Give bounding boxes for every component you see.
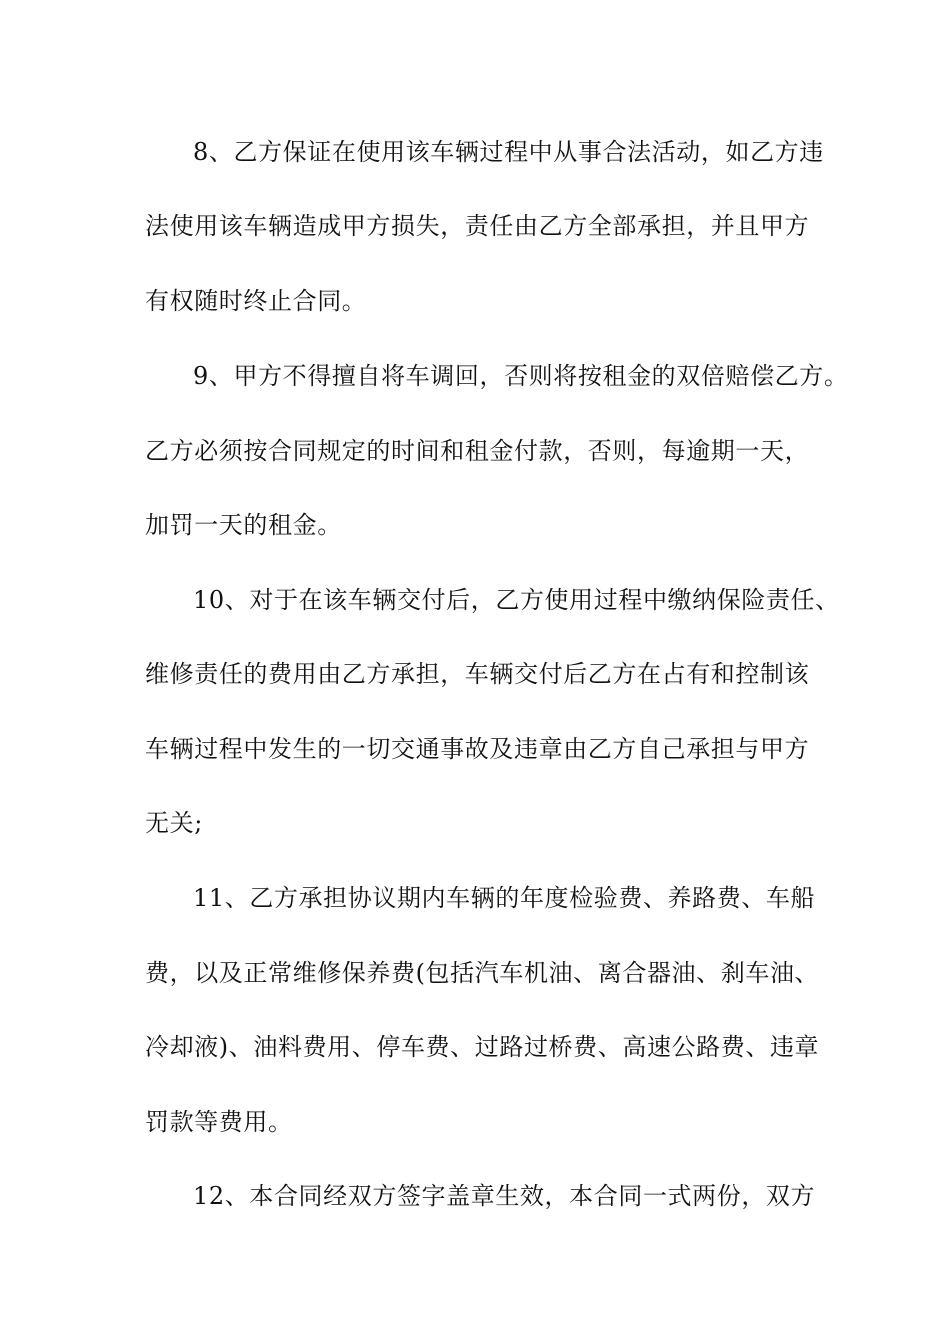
clause-9-line-3: 加罚一天的租金。	[145, 511, 342, 539]
clause-11-line-2: 费，以及正常维修保养费(包括汽车机油、离合器油、刹车油、	[145, 959, 820, 987]
clause-12-line-1: 12、本合同经双方签字盖章生效，本合同一式两份，双方	[193, 1182, 816, 1210]
clause-8-line-1: 8、乙方保证在使用该车辆过程中从事合法活动，如乙方违	[193, 138, 824, 166]
clause-11-line-4: 罚款等费用。	[145, 1108, 293, 1136]
clause-10-line-3: 车辆过程中发生的一切交通事故及违章由乙方自己承担与甲方	[145, 735, 810, 763]
clause-9-line-1: 9、甲方不得擅自将车调回，否则将按租金的双倍赔偿乙方。	[193, 362, 849, 390]
clause-10-line-1: 10、对于在该车辆交付后，乙方使用过程中缴纳保险责任、	[193, 586, 840, 614]
clause-11-line-3: 冷却液)、油料费用、停车费、过路过桥费、高速公路费、违章	[145, 1033, 820, 1061]
clause-8-line-2: 法使用该车辆造成甲方损失，责任由乙方全部承担，并且甲方	[145, 212, 810, 240]
clause-10-line-4: 无关;	[145, 809, 203, 837]
clause-11-line-1: 11、乙方承担协议期内车辆的年度检验费、养路费、车船	[193, 884, 816, 912]
clause-8-line-3: 有权随时终止合同。	[145, 287, 367, 315]
clause-10-line-2: 维修责任的费用由乙方承担，车辆交付后乙方在占有和控制该	[145, 660, 810, 688]
clause-9-line-2: 乙方必须按合同规定的时间和租金付款，否则，每逾期一天，	[145, 437, 810, 465]
